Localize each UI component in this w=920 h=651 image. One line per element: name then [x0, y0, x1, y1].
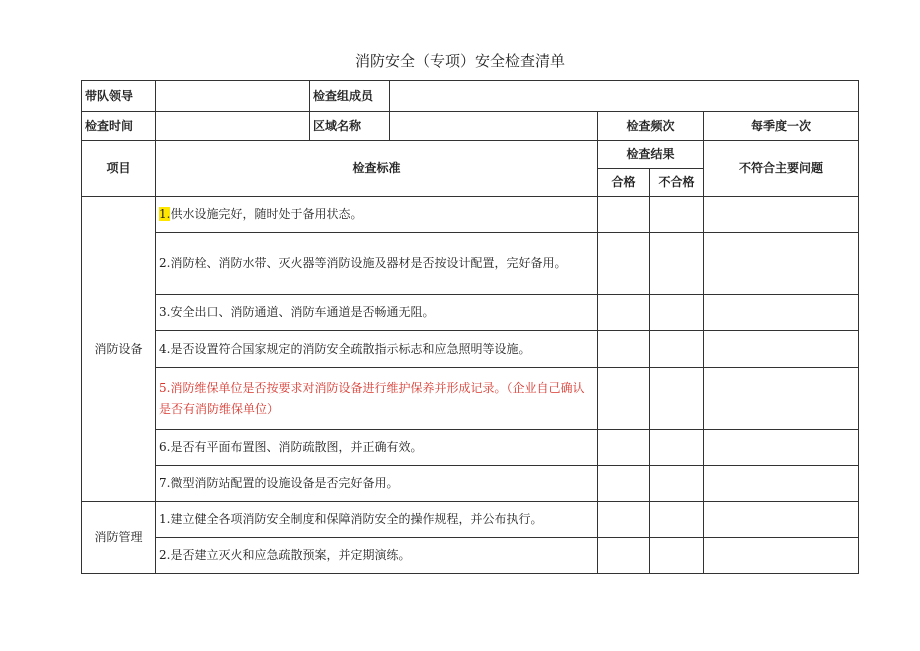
issue-cell[interactable]	[704, 331, 859, 368]
fail-cell[interactable]	[650, 331, 704, 368]
criterion	[156, 430, 598, 466]
pass-cell[interactable]	[598, 368, 650, 430]
column-header-row	[82, 141, 859, 169]
leader-field[interactable]	[156, 81, 310, 112]
fail-cell[interactable]	[650, 295, 704, 331]
pass-cell[interactable]	[598, 197, 650, 233]
col-result: 检查结果	[598, 141, 704, 169]
issue-cell[interactable]	[704, 197, 859, 233]
criterion-text: 建立健全各项消防安全制度和保障消防安全的操作规程，并公布执行。	[170, 512, 543, 526]
fail-cell[interactable]	[650, 197, 704, 233]
table-row	[82, 197, 859, 233]
pass-cell[interactable]	[598, 233, 650, 295]
col-standard: 检查标准	[156, 141, 598, 197]
fail-cell[interactable]	[650, 466, 704, 502]
table-row	[82, 538, 859, 574]
criterion-number: 3.	[159, 305, 171, 319]
col-item: 项目	[82, 141, 156, 197]
issue-cell[interactable]	[704, 502, 859, 538]
header-row-1	[82, 81, 859, 112]
table-row	[82, 233, 859, 295]
fail-cell[interactable]	[650, 538, 704, 574]
issue-cell[interactable]	[704, 295, 859, 331]
criterion-text: 供水设施完好，随时处于备用状态。	[170, 207, 363, 221]
table-row	[82, 466, 859, 502]
criterion-number: 2.	[159, 256, 171, 270]
criterion-number: 5.	[159, 380, 171, 395]
criterion	[156, 295, 598, 331]
criterion-number: 1.	[159, 512, 171, 526]
leader-label: 带队领导	[82, 81, 156, 112]
pass-cell[interactable]	[598, 295, 650, 331]
criterion	[156, 233, 598, 295]
criterion-number: 2.	[159, 548, 171, 562]
pass-cell[interactable]	[598, 430, 650, 466]
table-row	[82, 331, 859, 368]
freq-label: 检查频次	[598, 112, 704, 141]
fail-cell[interactable]	[650, 502, 704, 538]
issue-cell[interactable]	[704, 233, 859, 295]
criterion-text: 是否建立灭火和应急疏散预案，并定期演练。	[170, 548, 411, 562]
pass-cell[interactable]	[598, 331, 650, 368]
inspection-table	[81, 80, 859, 574]
criterion	[156, 466, 598, 502]
criterion-text: 安全出口、消防通道、消防车通道是否畅通无阻。	[170, 305, 435, 319]
header-row-2	[82, 112, 859, 141]
fail-cell[interactable]	[650, 430, 704, 466]
criterion-text: 是否设置符合国家规定的消防安全疏散指示标志和应急照明等设施。	[170, 341, 531, 356]
criterion	[156, 368, 598, 430]
criterion-number: 6.	[159, 440, 171, 454]
criterion	[156, 502, 598, 538]
criterion-text: 是否有平面布置图、消防疏散图，并正确有效。	[170, 440, 423, 454]
col-fail: 不合格	[650, 169, 704, 197]
col-pass: 合格	[598, 169, 650, 197]
time-field[interactable]	[156, 112, 310, 141]
criterion-text: 微型消防站配置的设施设备是否完好备用。	[170, 476, 399, 490]
issue-cell[interactable]	[704, 466, 859, 502]
table-row	[82, 502, 859, 538]
issue-cell[interactable]	[704, 368, 859, 430]
page-title: 消防安全（专项）安全检查清单	[354, 52, 565, 70]
criterion	[156, 331, 598, 368]
col-issues: 不符合主要问题	[704, 141, 859, 197]
pass-cell[interactable]	[598, 466, 650, 502]
fail-cell[interactable]	[650, 233, 704, 295]
table-row	[82, 368, 859, 430]
pass-cell[interactable]	[598, 502, 650, 538]
members-label: 检查组成员	[310, 81, 390, 112]
criterion-text: 消防维保单位是否按要求对消防设备进行维护保养并形成记录。（企业自己确认是否有消防维保单位）	[159, 380, 585, 416]
issue-cell[interactable]	[704, 538, 859, 574]
area-field[interactable]	[390, 112, 598, 141]
criterion-number: 4.	[159, 341, 171, 356]
criterion-number: 7.	[159, 476, 171, 490]
criterion	[156, 197, 598, 233]
table-row	[82, 430, 859, 466]
criterion	[156, 538, 598, 574]
area-label: 区域名称	[310, 112, 390, 141]
section-name: 消防设备	[82, 197, 156, 502]
table-row	[82, 295, 859, 331]
criterion-text: 消防栓、消防水带、灭火器等消防设施及器材是否按设计配置，完好备用。	[170, 256, 567, 270]
pass-cell[interactable]	[598, 538, 650, 574]
fail-cell[interactable]	[650, 368, 704, 430]
time-label: 检查时间	[82, 112, 156, 141]
members-field[interactable]	[390, 81, 859, 112]
freq-value: 每季度一次	[704, 112, 859, 141]
issue-cell[interactable]	[704, 430, 859, 466]
criterion-number: 1.	[159, 207, 171, 221]
section-name: 消防管理	[82, 502, 156, 574]
